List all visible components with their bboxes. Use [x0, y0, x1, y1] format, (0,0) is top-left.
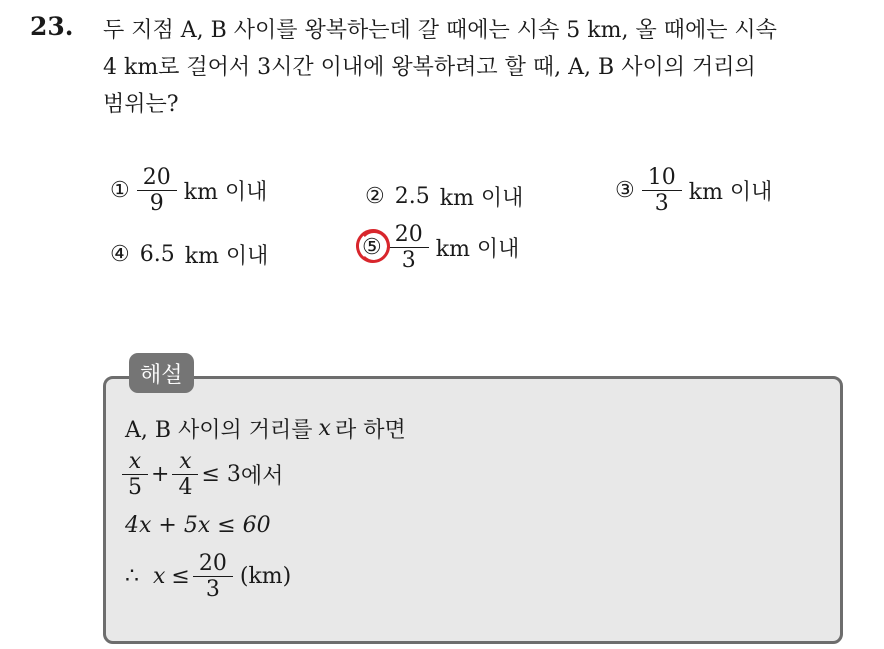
question-line-1: 두 지점 A, B 사이를 왕복하는데 갈 때에는 시속 5 km, 올 때에는 시속 [103, 18, 777, 43]
solution-line-1-post: 라 하면 [334, 418, 406, 443]
fraction-denominator: 3 [389, 247, 429, 272]
fraction-denominator: 4 [172, 474, 198, 499]
fraction-numerator: 20 [198, 551, 227, 576]
fraction-denominator: 5 [122, 474, 148, 499]
solution-line-2-post: 에서 [240, 464, 284, 490]
inequality: ≤ 3 [201, 462, 241, 488]
choice-3-fraction [645, 166, 679, 215]
fraction-denominator: 9 [137, 190, 177, 215]
choice-5[interactable] [362, 223, 519, 272]
fraction-numerator: x [179, 449, 192, 474]
fraction-numerator: 20 [394, 222, 423, 247]
question-number: 23. [30, 12, 74, 41]
fraction-x-over-5 [125, 450, 145, 499]
question-line-2: 4 km로 걸어서 3시간 이내에 왕복하려고 할 때, A, B 사이의 거리의 [103, 55, 756, 80]
fraction-denominator: 3 [642, 190, 682, 215]
choice-2[interactable] [365, 181, 523, 212]
fraction-numerator: x [128, 449, 142, 474]
choice-5-mark [362, 235, 382, 260]
choice-2-unit: km 이내 [439, 186, 524, 211]
question-line-3: 범위는? [103, 92, 179, 117]
solution-line-3 [125, 513, 271, 538]
choice-2-mark: ② [365, 184, 385, 209]
question-text [103, 12, 863, 123]
solution-line-2 [125, 450, 283, 499]
therefore-symbol: ∴ [125, 564, 139, 590]
choice-3-unit: km 이내 [688, 180, 773, 206]
solution-line-4 [125, 552, 291, 601]
choice-5-fraction [392, 223, 426, 272]
choice-5-mark-glyph: ⑤ [362, 235, 382, 261]
choice-4-mark: ④ [110, 242, 130, 267]
equation-text: 4x + 5x ≤ 60 [125, 513, 271, 538]
choice-1-unit: km 이내 [183, 180, 268, 206]
fraction-x-over-4 [175, 450, 195, 499]
solution-label: 해설 [129, 353, 194, 393]
choice-2-value: 2.5 [394, 184, 430, 209]
solution-line-1-pre: A, B 사이의 거리를 [125, 418, 313, 443]
solution-line-1 [125, 413, 406, 444]
fraction-numerator: 20 [142, 165, 171, 190]
choice-5-unit: km 이내 [435, 237, 520, 263]
fraction-numerator: 10 [647, 165, 676, 190]
choice-4-unit: km 이내 [184, 244, 269, 269]
choice-3-mark: ③ [615, 178, 635, 204]
choice-1-mark: ① [110, 178, 130, 204]
fraction-20-over-3 [196, 552, 230, 601]
answer-circle-stroke [359, 231, 389, 262]
choice-3[interactable] [615, 166, 772, 215]
choice-1-fraction [140, 166, 174, 215]
variable-x: x [318, 416, 331, 441]
variable-x: x [153, 564, 166, 590]
choice-4-value: 6.5 [139, 242, 175, 267]
plus-sign: + [151, 462, 170, 488]
choice-4[interactable] [110, 239, 268, 270]
less-equal-sign: ≤ [171, 564, 190, 590]
unit-km: (km) [239, 564, 292, 590]
choice-1[interactable] [110, 166, 267, 215]
fraction-denominator: 3 [193, 576, 233, 601]
